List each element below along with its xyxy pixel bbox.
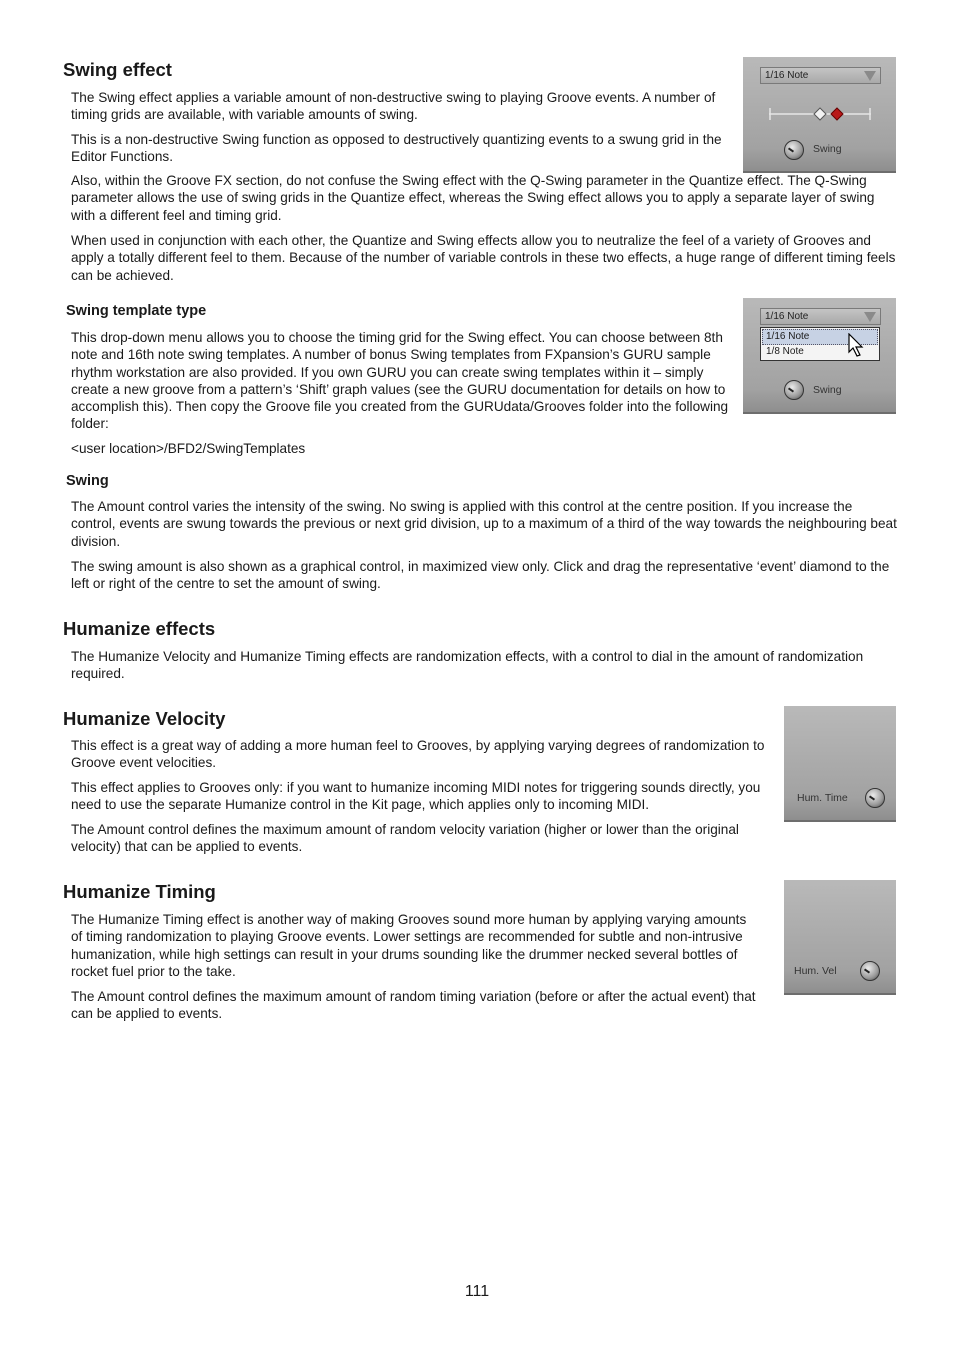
centre-diamond-icon <box>814 108 826 120</box>
paragraph: The Swing effect applies a variable amount of non-destructive swing to playing Groove events. A number of timing grids are available, with variable amounts of swing. <box>71 90 716 123</box>
paragraph: This effect is a great way of adding a more human feel to Grooves, by applying varying degrees of randomization to Groove event velocities. <box>71 738 765 771</box>
hum-time-knob[interactable] <box>865 788 885 808</box>
knob-label: Hum. Time <box>797 792 848 804</box>
heading-swing-template-type: Swing template type <box>66 303 207 319</box>
knob-label: Swing <box>813 143 842 155</box>
paragraph: The Humanize Velocity and Humanize Timing effects are randomization effects, with a control to dial in the amount of randomization required. <box>71 649 864 682</box>
event-diamond-icon <box>831 108 843 120</box>
paragraph: The Humanize Timing effect is another way of making Grooves sound more human by applying varying amounts of timing randomization to playing Groove events. Lower settings are recommended for subtle and non-intrusive humanization, while high settings can result in your drums sounding like the drummer necked several bottles of rocket fuel prior to the take. <box>71 912 747 979</box>
dropdown-value: 1/16 Note <box>765 70 809 81</box>
paragraph: When used in conjunction with each other, the Quantize and Swing effects allow you to neutralize the feel of a variety of Grooves and apply a totally different feel to them. Because of the number of variable controls in these two effects, a huge range of different timing feels can be achieved. <box>71 233 896 283</box>
hum-vel-knob[interactable] <box>860 961 880 981</box>
paragraph: This drop-down menu allows you to choose the timing grid for the Swing effect. You can choose between 8th note and 16th note swing templates. A number of bonus Swing templates from FXpansion’s GURU sample rhythm workstation are also provided. If you own GURU you can create swing templates within it – simply create a new groove from a pattern’s ‘Shift’ graph values (see the GURU documentation for details on how to accomplish this). Then copy the Groove file you created from the GURUdata/Grooves folder into the following folder: <box>71 330 729 432</box>
paragraph: Also, within the Groove FX section, do not confuse the Swing effect with the Q-Swing parameter in the Quantize effect. The Q-Swing parameter allows the use of swing grids in the Quantize effect, whereas the Swing effect allows you to apply a separate layer of swing with a different feel and timing grid. <box>71 173 875 223</box>
heading-swing: Swing <box>66 473 109 489</box>
paragraph: The Amount control defines the maximum amount of random velocity variation (higher or lower than the original velocity) that can be applied to events. <box>71 822 739 855</box>
knob-label: Hum. Vel <box>794 965 837 977</box>
heading-humanize-timing: Humanize Timing <box>63 881 216 902</box>
swing-control-screenshot <box>743 57 896 173</box>
knob-label: Swing <box>813 384 842 396</box>
heading-humanize-effects: Humanize effects <box>63 618 216 639</box>
humanize-time-screenshot <box>784 706 896 822</box>
swing-knob[interactable] <box>784 380 804 400</box>
paragraph: This effect applies to Grooves only: if you want to humanize incoming MIDI notes for triggering sounds directly, you need to use the separate Humanize control in the Kit page, which applies only to incoming MIDI. <box>71 780 761 813</box>
chevron-down-icon <box>864 312 876 322</box>
dropdown-value: 1/16 Note <box>765 311 809 322</box>
paragraph: The swing amount is also shown as a graphical control, in maximized view only. Click and drag the representative ‘event’ diamond to the left or right of the centre to set the amount of swing. <box>71 559 890 592</box>
chevron-down-icon <box>864 71 876 81</box>
menu-item[interactable]: 1/8 Note <box>766 346 804 357</box>
paragraph: This is a non-destructive Swing function as opposed to destructively quantizing events to a swung grid in the Editor Functions. <box>71 132 722 165</box>
paragraph: <user location>/BFD2/SwingTemplates <box>71 441 306 456</box>
heading-humanize-velocity: Humanize Velocity <box>63 708 226 729</box>
paragraph: The Amount control varies the intensity of the swing. No swing is applied with this control at the centre position. If you increase the control, events are swung towards the previous or next grid division, up to a maximum of a third of the way towards the neighbouring beat division. <box>71 499 897 549</box>
swing-template-menu-screenshot <box>743 298 896 414</box>
swing-template-dropdown[interactable] <box>760 308 881 325</box>
mouse-cursor-icon <box>847 333 865 359</box>
heading-swing-effect: Swing effect <box>63 59 172 80</box>
paragraph: The Amount control defines the maximum amount of random timing variation (before or after the actual event) that can be applied to events. <box>71 989 756 1022</box>
humanize-vel-screenshot <box>784 880 896 995</box>
swing-template-dropdown[interactable] <box>760 67 881 84</box>
page-number: 111 <box>464 1283 490 1300</box>
swing-knob[interactable] <box>784 140 804 160</box>
swing-graph-slider[interactable] <box>767 103 873 125</box>
menu-item[interactable]: 1/16 Note <box>762 329 878 345</box>
